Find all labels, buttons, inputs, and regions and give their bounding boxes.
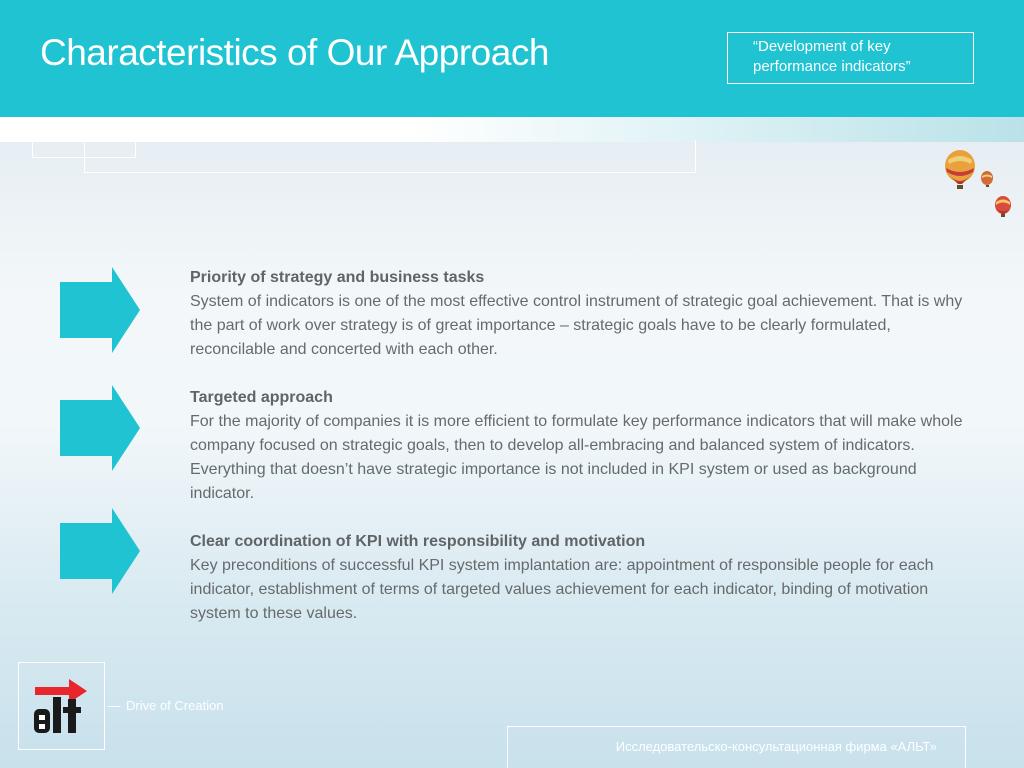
company-box bbox=[507, 726, 966, 768]
header-bar bbox=[0, 0, 1024, 117]
section-heading: Priority of strategy and business tasks bbox=[190, 269, 485, 286]
subtitle-box bbox=[727, 32, 974, 84]
company-name: Исследовательско-консультационная фирма «АЛЬТ» bbox=[615, 739, 937, 754]
balloon-medium bbox=[995, 196, 1011, 217]
balloon-large bbox=[945, 150, 975, 189]
decorative-frame bbox=[84, 140, 696, 173]
hot-air-balloons-icon bbox=[940, 148, 1020, 223]
header-divider-band bbox=[0, 117, 1024, 142]
balloon-small bbox=[981, 171, 993, 187]
page-title: Characteristics of Our Approach bbox=[40, 32, 549, 73]
section-heading: Targeted approach bbox=[190, 389, 333, 406]
content-body bbox=[190, 266, 980, 650]
section-text: System of indicators is one of the most effective control instrument of strategic goal achievement. That is why the part of work over strategy is of great importance – strategic goals have to be clearly formulated, reconcilable and concerted with each other. bbox=[190, 293, 963, 358]
chevron-arrow-right-icon bbox=[60, 267, 140, 353]
chevron-arrow-right-icon bbox=[60, 385, 140, 471]
section-text: Key preconditions of successful KPI system implantation are: appointment of responsible people for each indicator, establishment of terms of targeted values achievement for each indicator, binding of motivation system to these values. bbox=[190, 557, 934, 622]
section-heading: Clear coordination of KPI with responsibility and motivation bbox=[190, 533, 646, 550]
section-text: For the majority of companies it is more efficient to formulate key performance indicators that will make whole company focused on strategic goals, then to develop all-embracing and balanced system of indicators. Everything that doesn’t have strategic importance is not included in KPI system or used as background indicator. bbox=[190, 413, 963, 502]
section-strategy-priority bbox=[190, 266, 980, 362]
section-kpi-coordination bbox=[190, 530, 980, 626]
tagline-dash bbox=[108, 706, 120, 707]
tagline: Drive of Creation bbox=[126, 698, 224, 713]
alt-logo bbox=[31, 675, 93, 737]
chevron-arrow-right-icon bbox=[60, 508, 140, 594]
section-targeted-approach bbox=[190, 386, 980, 506]
subtitle-text: “Development of key performance indicators” bbox=[753, 38, 911, 75]
logo-box bbox=[18, 662, 105, 750]
